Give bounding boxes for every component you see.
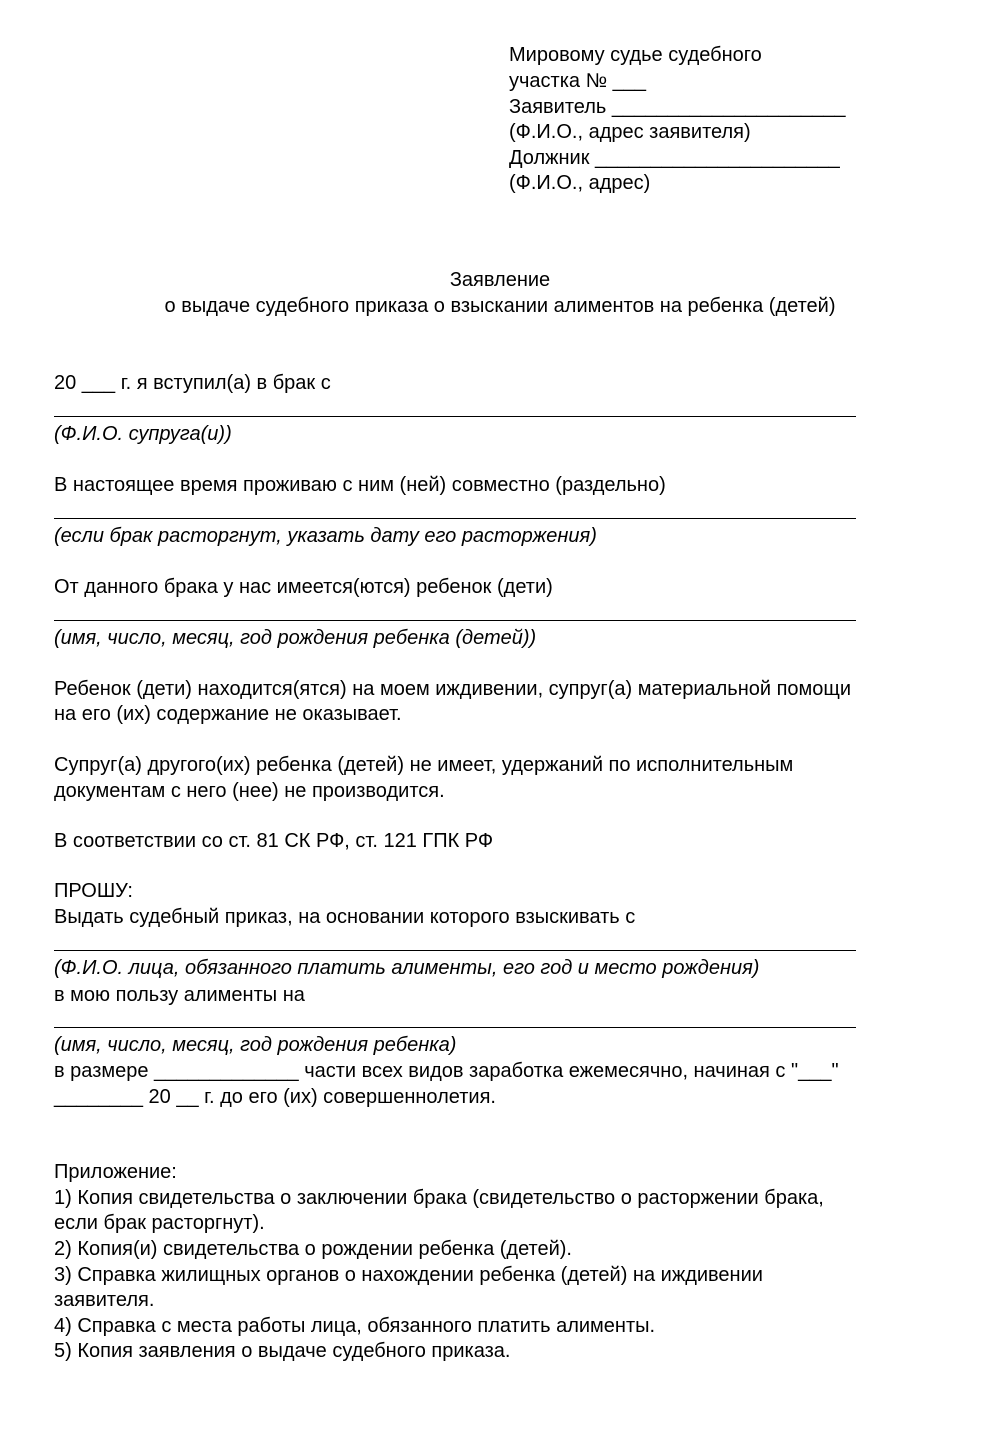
fill-line <box>54 416 856 417</box>
appendix-item: 1) Копия свидетельства о заключении брака (свидетельство о расторжении брака, <box>54 1187 824 1209</box>
dependency-text: Ребенок (дети) находится(ятся) на моем иждивении, супруг(а) материальной помощи <box>54 678 852 700</box>
appendix-item: если брак расторгнут). <box>54 1212 265 1234</box>
children-hint: (имя, число, месяц, год рождения ребенка (детей)) <box>54 627 537 649</box>
appendix-heading: Приложение: <box>54 1161 177 1183</box>
document-subtitle: о выдаче судебного приказа о взыскании алиментов на ребенка (детей) <box>164 295 836 317</box>
divorce-hint: (если брак расторгнут, указать дату его расторжения) <box>54 525 597 547</box>
addressee-line: Мировому судье судебного <box>509 44 762 66</box>
other-children-text: Супруг(а) другого(их) ребенка (детей) не имеет, удержаний по исполнительным <box>54 754 794 776</box>
applicant-line: Заявитель _____________________ <box>509 96 846 118</box>
court-section-line: участка № ___ <box>509 70 646 92</box>
spouse-hint: (Ф.И.О. супруга(и)) <box>54 423 232 445</box>
law-reference: В соответствии со ст. 81 СК РФ, ст. 121 ГПК РФ <box>54 830 494 852</box>
fill-line <box>54 950 856 951</box>
fill-line <box>54 518 856 519</box>
debtor-line: Должник ______________________ <box>509 147 840 169</box>
marriage-text: 20 ___ г. я вступил(а) в брак с <box>54 372 331 394</box>
dependency-text: на его (их) содержание не оказывает. <box>54 703 402 725</box>
amount-text: ________ 20 __ г. до его (их) совершеннолетия. <box>54 1086 496 1108</box>
request-heading: ПРОШУ: <box>54 880 133 902</box>
appendix-item: 4) Справка с места работы лица, обязанного платить алименты. <box>54 1315 656 1337</box>
appendix-item: 5) Копия заявления о выдаче судебного приказа. <box>54 1340 511 1362</box>
other-children-text: документам с него (нее) не производится. <box>54 780 445 802</box>
debtor-hint: (Ф.И.О., адрес) <box>509 172 651 194</box>
living-text: В настоящее время проживаю с ним (ней) совместно (раздельно) <box>54 474 666 496</box>
benefit-text: в мою пользу алименты на <box>54 984 305 1006</box>
document-title: Заявление <box>449 269 551 291</box>
payer-hint: (Ф.И.О. лица, обязанного платить алименты, его год и место рождения) <box>54 957 760 979</box>
appendix-item: 3) Справка жилищных органов о нахождении ребенка (детей) на иждивении <box>54 1264 763 1286</box>
appendix-item: 2) Копия(и) свидетельства о рождении ребенка (детей). <box>54 1238 572 1260</box>
fill-line <box>54 1027 856 1028</box>
applicant-hint: (Ф.И.О., адрес заявителя) <box>509 121 751 143</box>
fill-line <box>54 620 856 621</box>
appendix-item: заявителя. <box>54 1289 155 1311</box>
amount-text: в размере _____________ части всех видов заработка ежемесячно, начиная с "___" <box>54 1060 839 1082</box>
order-text: Выдать судебный приказ, на основании которого взыскивать с <box>54 906 636 928</box>
children-text: От данного брака у нас имеется(ются) ребенок (дети) <box>54 576 553 598</box>
child-hint: (имя, число, месяц, год рождения ребенка) <box>54 1034 457 1056</box>
